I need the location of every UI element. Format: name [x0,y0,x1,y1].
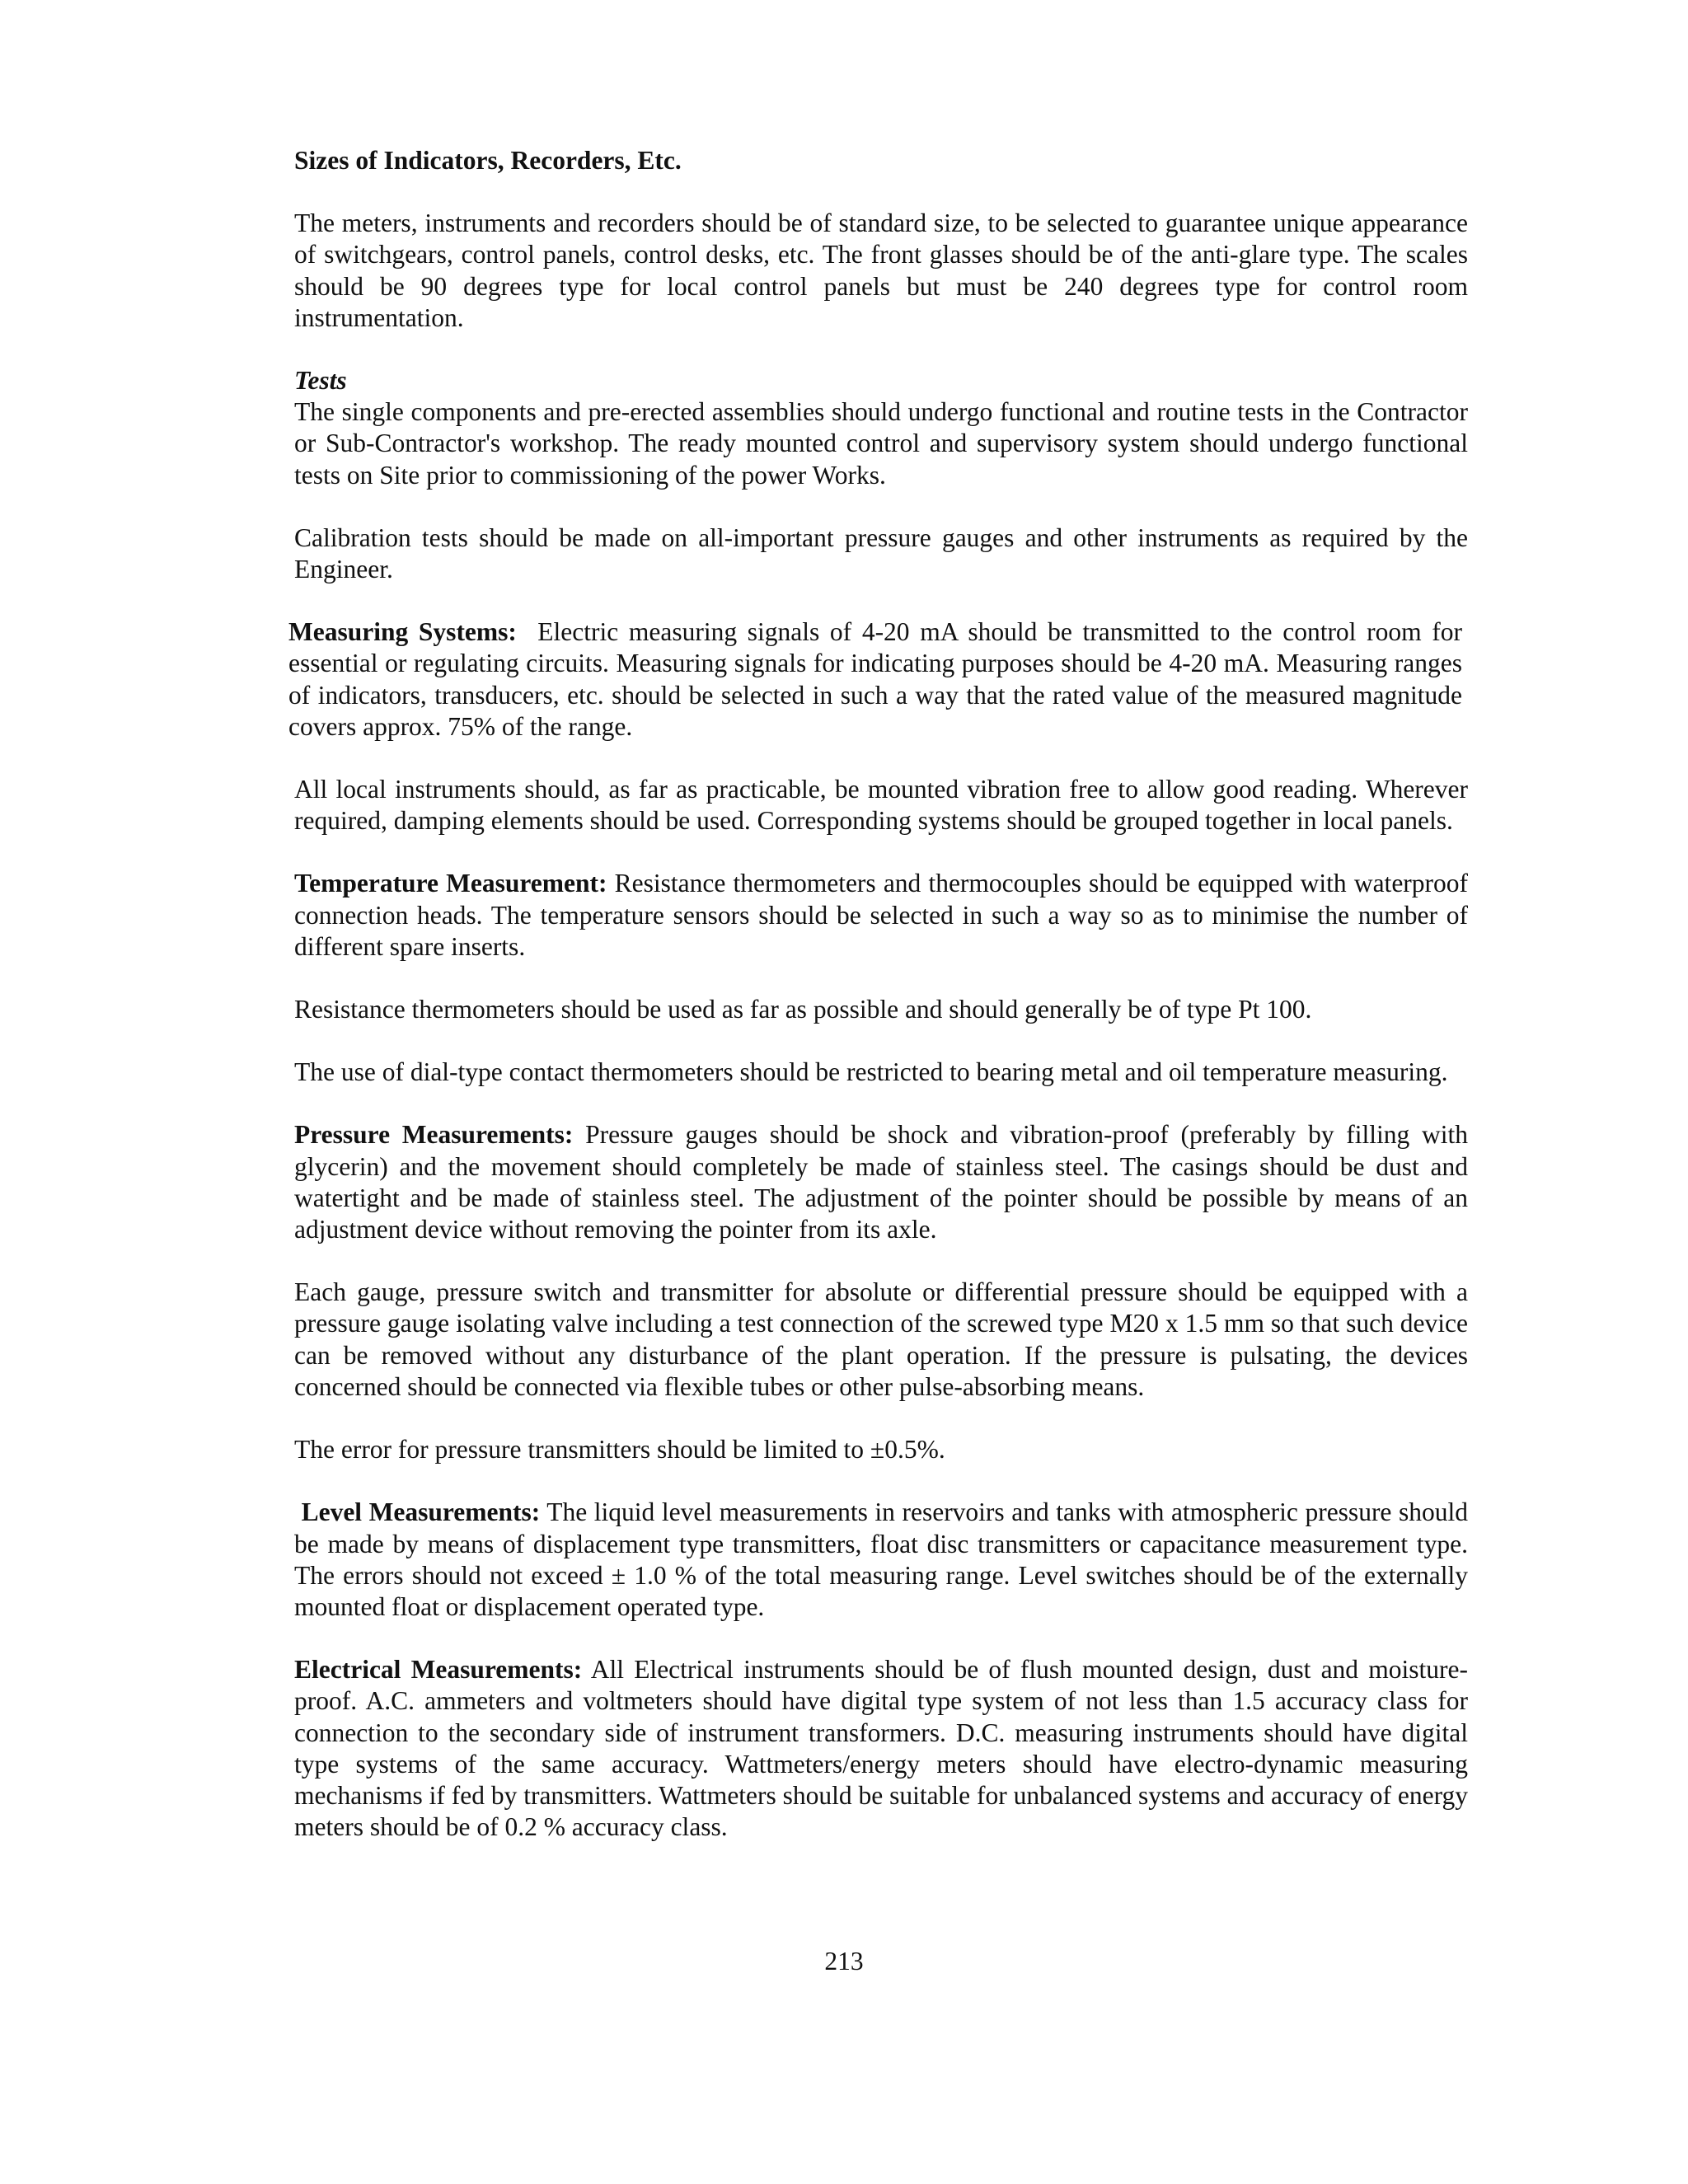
paragraph-measuring-systems [288,616,1462,743]
paragraph-error: The error for pressure transmitters should be limited to ±0.5%. [294,1435,945,1465]
temperature-label: Temperature Measurement: [294,869,607,898]
paragraph-calibration: Calibration tests should be made on all-important pressure gauges and other instruments as required by the Engineer. [294,523,1468,584]
electrical-text: All Electrical instruments should be of flush mounted design, dust and moisture-proof. A.C. ammeters and voltmeters should have digital type system of not less than 1.5 accuracy class for connection to the secondary side of instrument transformers. D.C. measuring instruments should have digital type systems of the same accuracy. Wattmeters/energy meters should have electro-dynamic measuring mechanisms if fed by transmitters. Wattmeters should be suitable for unbalanced systems and accuracy of energy meters should be of 0.2 % accuracy class. [294,1655,1468,1842]
paragraph-level [294,1497,1468,1623]
level-text: The liquid level measurements in reservoirs and tanks with atmospheric pressure should be made by means of displacement type transmitters, float disc transmitters or capacitance measurement type. The errors should not exceed ± 1.0 % of the total measuring range. Level switches should be of the externally mounted float or displacement operated type. [294,1497,1468,1621]
section-heading: Sizes of Indicators, Recorders, Etc. [294,146,682,175]
paragraph-tests: The single components and pre-erected assemblies should undergo functional and routine tests in the Contractor or Sub-Contractor's workshop. The ready mounted control and supervisory system should undergo functional tests on Site prior to commissioning of the power Works. [294,397,1468,490]
paragraph-resistance: Resistance thermometers should be used as far as possible and should generally be of type Pt 100. [294,995,1312,1024]
pressure-text: Pressure gauges should be shock and vibration-proof (preferably by filling with glycerin) and the movement should completely be made of stainless steel. The casings should be dust and watertight and be made of stainless steel. The adjustment of the pointer should be possible by means of an adjustment device without removing the pointer from its axle. [294,1120,1468,1244]
paragraph-dial-type: The use of dial-type contact thermometers should be restricted to bearing metal and oil temperature measuring. [294,1057,1448,1087]
paragraph-temperature [294,868,1468,963]
page-number: 213 [824,1947,864,1975]
subheading-tests: Tests [294,366,347,396]
paragraph-local-instruments: All local instruments should, as far as practicable, be mounted vibration free to allow good reading. Wherever required, damping elements should be used. Corresponding systems should be grouped together in local panels. [294,775,1468,836]
measuring-systems-text: Electric measuring signals of 4-20 mA should be transmitted to the control room for essential or regulating circuits. Measuring signals for indicating purposes should be 4-20 mA. Measuring ranges of indicators, transducers, etc. should be selected in such a way that the rated value of the measured magnitude covers approx. 75% of the range. [288,617,1462,741]
electrical-label: Electrical Measurements: [294,1655,583,1685]
paragraph-pressure [294,1119,1468,1245]
temperature-text: Resistance thermometers and thermocouples should be equipped with waterproof connection heads. The temperature sensors should be selected in such a way so as to minimise the number of different spare inserts. [294,869,1469,961]
paragraph-sizes: The meters, instruments and recorders should be of standard size, to be selected to guarantee unique appearance of switchgears, control panels, control desks, etc. The front glasses should be of the anti-glare type. The scales should be 90 degrees type for local control panels but must be 240 degrees type for control room instrumentation. [294,209,1468,332]
measuring-systems-label: Measuring Systems: [288,617,517,647]
pressure-label: Pressure Measurements: [294,1120,574,1150]
document-page [288,145,1469,1843]
paragraph-gauge: Each gauge, pressure switch and transmitter for absolute or differential pressure should be equipped with a pressure gauge isolating valve including a test connection of the screwed type M20 x 1.5 mm so that such device can be removed without any disturbance of the plant operation. If the pressure is pulsating, the devices concerned should be connected via flexible tubes or other pulse-absorbing means. [294,1277,1468,1401]
level-label: Level Measurements: [301,1497,541,1527]
paragraph-electrical [294,1654,1468,1843]
